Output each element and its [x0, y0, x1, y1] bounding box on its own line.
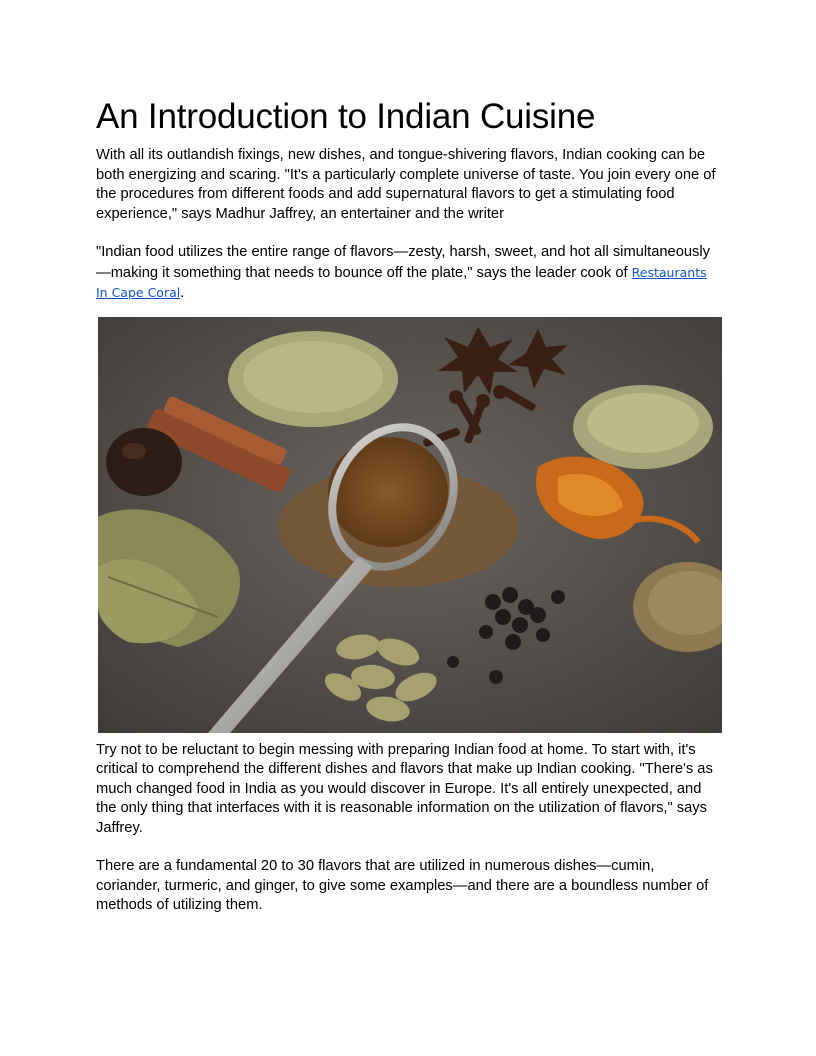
restaurants-link[interactable]: Restaurants In Cape Coral [96, 264, 707, 300]
quote-end: . [180, 285, 185, 301]
nutmeg [106, 428, 182, 496]
spices-photo [98, 317, 722, 733]
quote-text: "Indian food utilizes the entire range of flavors—zesty, harsh, sweet, and hot all simultaneously—making it something that needs to bounce off the plate," says the leader cook of [96, 244, 710, 281]
body-paragraph-1: Try not to be reluctant to begin messing with preparing Indian food at home. To start with, it's critical to comprehend the different dishes and flavors that make up Indian cooking. "There's as much changed food in India as you would discover in Europe. It's all entirely unexpected, and the only thing that interfaces with it is reasonable information on the utilization of flavors," says Jaffrey. [96, 741, 713, 836]
document-page [96, 96, 720, 935]
quote-paragraph [96, 243, 720, 304]
body-paragraph-2: There are a fundamental 20 to 30 flavors that are utilized in numerous dishes—cumin, coriander, turmeric, and ginger, to give some examples—and there are a boundless number of methods of utilizing them. [96, 858, 709, 913]
intro-paragraph: With all its outlandish fixings, new dishes, and tongue-shivering flavors, Indian cooking can be both energizing and scaring. "It's a particularly complete universe of taste. You join every one of the procedures from different foods and add supernatural flavors to get a stimulating food experience," says Madhur Jaffrey, an entertainer and the writer [96, 147, 716, 222]
page-title: An Introduction to Indian Cuisine [96, 97, 596, 136]
